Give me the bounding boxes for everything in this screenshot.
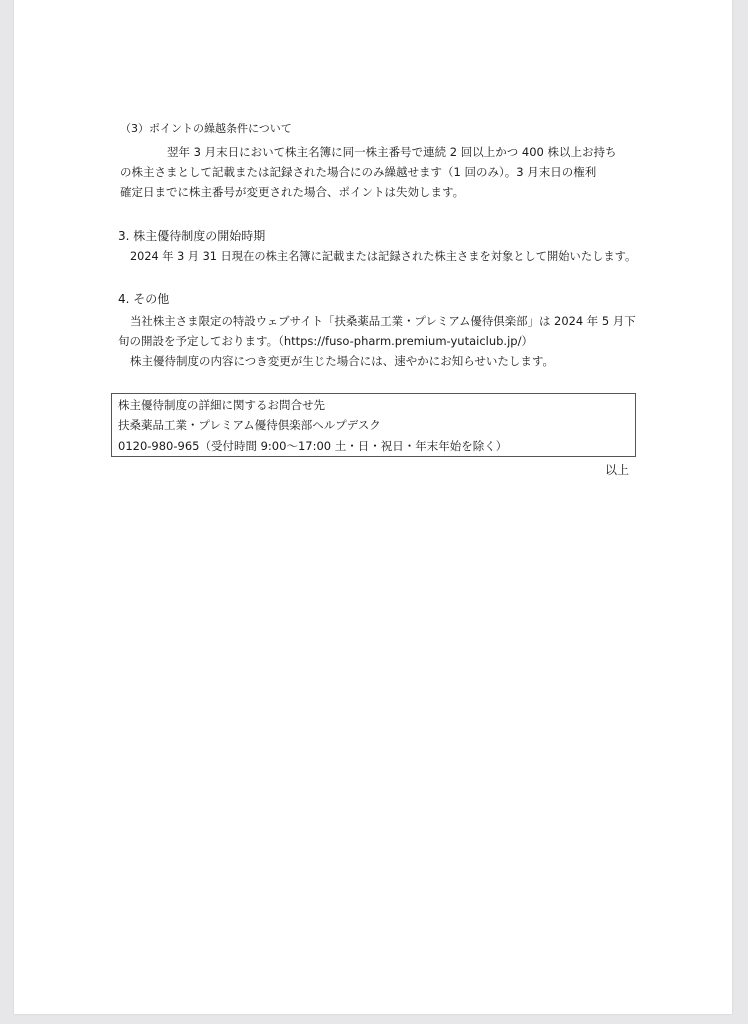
- section-4-line-2: 旬の開設を予定しております。（https://fuso-pharm.premium-yutaiclub.jp/）: [118, 334, 533, 348]
- section-3-3-heading: （3）ポイントの繰越条件について: [120, 122, 292, 135]
- section-3-3-line-3: 確定日までに株主番号が変更された場合、ポイントは失効します。: [120, 185, 465, 199]
- section-4-line-1: 当社株主さま限定の特設ウェブサイト「扶桑薬品工業・プレミアム優待倶楽部」は 2024 年 5 月下: [130, 314, 636, 328]
- section-4-heading: 4. その他: [118, 292, 170, 306]
- contact-helpdesk-name: 扶桑薬品工業・プレミアム優待倶楽部ヘルプデスク: [118, 418, 381, 432]
- section-3-heading: 3. 株主優待制度の開始時期: [118, 229, 266, 243]
- contact-box: [111, 393, 636, 457]
- contact-title: 株主優待制度の詳細に関するお問合せ先: [118, 398, 325, 412]
- closing-mark: 以上: [605, 463, 630, 477]
- section-3-3-line-1: 翌年 3 月末日において株主名簿に同一株主番号で連続 2 回以上かつ 400 株以上お持ち: [167, 145, 617, 159]
- section-3-3-line-2: の株主さまとして記載または記録された場合にのみ繰越せます（1 回のみ）。3 月末日の権利: [120, 165, 597, 179]
- section-3-line-1: 2024 年 3 月 31 日現在の株主名簿に記載または記録された株主さまを対象として開始いたします。: [130, 249, 637, 263]
- section-4-line-3: 株主優待制度の内容につき変更が生じた場合には、速やかにお知らせいたします。: [130, 354, 555, 368]
- document-page: [14, 0, 732, 1014]
- contact-phone: 0120-980-965（受付時間 9:00～17:00 土・日・祝日・年末年始を除く）: [118, 439, 508, 453]
